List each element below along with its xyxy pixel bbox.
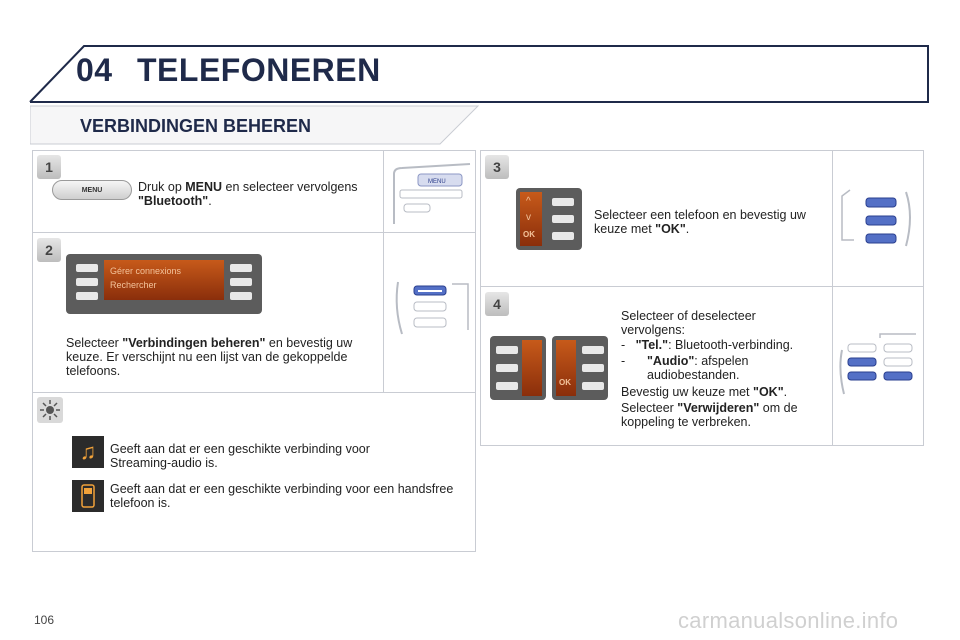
right-button-2	[230, 278, 252, 286]
ok-confirm-button-2	[582, 364, 604, 372]
step4-remove-bold: "Verwijderen"	[677, 401, 760, 415]
list-dash: -	[621, 354, 626, 368]
tel-device-button-3	[496, 382, 518, 390]
tip-text-handsfree: Geeft aan dat er een geschikte verbinding voor een handsfree telefoon is.	[110, 482, 454, 510]
step4-item-tel-rest: : Bluetooth-verbinding.	[668, 338, 794, 352]
step3-text-pre: Selecteer een telefoon en bevestig uw keuze met	[594, 208, 806, 236]
step-badge-4: 4	[485, 292, 509, 316]
ok-confirm-button-3	[582, 382, 604, 390]
step4-remove-rest: om de koppeling te verbreken.	[621, 401, 798, 429]
tip-text-streaming: Geeft aan dat er een geschikte verbinding voor Streaming-audio is.	[110, 442, 370, 470]
ok-device-button-1	[552, 198, 574, 206]
step2-text-pre: Selecteer	[66, 336, 123, 350]
step-badge-1: 1	[37, 155, 61, 179]
ok-device-button-2	[552, 215, 574, 223]
right-button-3	[230, 292, 252, 300]
step2-text-rest: en bevestig uw keuze. Er verschijnt nu een lijst van de gekoppelde telefoons.	[66, 336, 353, 378]
step4-item-tel: - "Tel.": Bluetooth-verbinding.	[621, 338, 794, 352]
ok-selector-screen	[520, 192, 542, 246]
dashboard-double-buttons-illustration	[836, 330, 922, 400]
step-badge-2: 2	[37, 238, 61, 262]
right-divider-v	[832, 150, 833, 446]
radio-display-device	[66, 254, 262, 314]
step1-text	[138, 180, 378, 208]
step4-remove	[621, 401, 821, 429]
step3-text-bold: "OK"	[655, 222, 686, 236]
ok-selector-device	[516, 188, 582, 250]
step1-text-mid: en selecteer vervolgens	[222, 180, 358, 194]
step4-confirm-end: .	[783, 385, 788, 399]
step1-text-pre: Druk op	[138, 180, 186, 194]
left-divider-1	[32, 232, 476, 233]
music-note-icon: ♫	[72, 436, 104, 468]
mobile-phone-icon	[72, 480, 104, 512]
screen-line-1: Gérer connexions	[110, 266, 182, 276]
section-title: VERBINDINGEN BEHEREN	[80, 116, 312, 136]
page-number: 106	[34, 613, 55, 627]
step4-item-audio-body	[647, 354, 821, 382]
step2-text-bold: "Verbindingen beheren"	[122, 336, 266, 350]
left-divider-2	[32, 392, 476, 393]
step3-text-end: .	[685, 222, 690, 236]
left-button-1	[76, 264, 98, 272]
watermark: carmanualsonline.info	[678, 608, 899, 633]
step4-intro: Selecteer of deselecteer vervolgens:	[621, 309, 756, 337]
tip-bulb-icon	[37, 397, 63, 423]
step-badge-3: 3	[485, 155, 509, 179]
dashboard-select-illustration	[838, 186, 922, 256]
left-button-2	[76, 278, 98, 286]
page-title: TELEFONEREN	[137, 52, 381, 88]
step4-item-audio-bold: "Audio"	[647, 354, 695, 368]
ok-label: OK	[523, 230, 535, 239]
step1-text-menu: MENU	[185, 180, 223, 194]
step4-remove-pre: Selecteer	[621, 401, 678, 415]
ok-device-button-3	[552, 232, 574, 240]
step3-text	[594, 208, 822, 236]
up-arrow-icon: ^	[526, 196, 531, 207]
tel-device-button-1	[496, 346, 518, 354]
dashboard-buttons-illustration	[392, 278, 472, 338]
step2-text	[66, 336, 366, 378]
left-button-3	[76, 292, 98, 300]
ok-confirm-label: OK	[559, 378, 571, 387]
step4-item-audio	[621, 354, 821, 382]
phone-glyph	[81, 484, 95, 508]
step1-text-bluetooth: "Bluetooth"	[138, 194, 209, 208]
svg-text:MENU: MENU	[428, 179, 446, 185]
menu-key-icon: MENU	[52, 180, 132, 200]
screen-line-2: Rechercher	[110, 280, 157, 290]
dashboard-menu-illustration	[390, 160, 474, 226]
tel-device-button-2	[496, 364, 518, 372]
step4-confirm	[621, 385, 821, 399]
ok-confirm-button-1	[582, 346, 604, 354]
step4-item-tel-bold: "Tel."	[635, 338, 669, 352]
step1-text-end: .	[208, 194, 212, 208]
left-divider-v	[383, 150, 384, 392]
step4-confirm-bold: "OK"	[753, 385, 784, 399]
tel-audio-screen	[522, 340, 542, 396]
ok-confirm-device	[552, 336, 608, 400]
down-arrow-icon: v	[526, 212, 531, 223]
right-button-1	[230, 264, 252, 272]
radio-screen	[104, 260, 224, 300]
right-divider	[480, 286, 924, 287]
step4-item-audio-rest: : afspelen audiobestanden.	[647, 354, 749, 382]
chapter-number: 04	[76, 52, 113, 88]
step4-confirm-pre: Bevestig uw keuze met	[621, 385, 754, 399]
ok-confirm-screen	[556, 340, 576, 396]
tel-audio-device	[490, 336, 546, 400]
